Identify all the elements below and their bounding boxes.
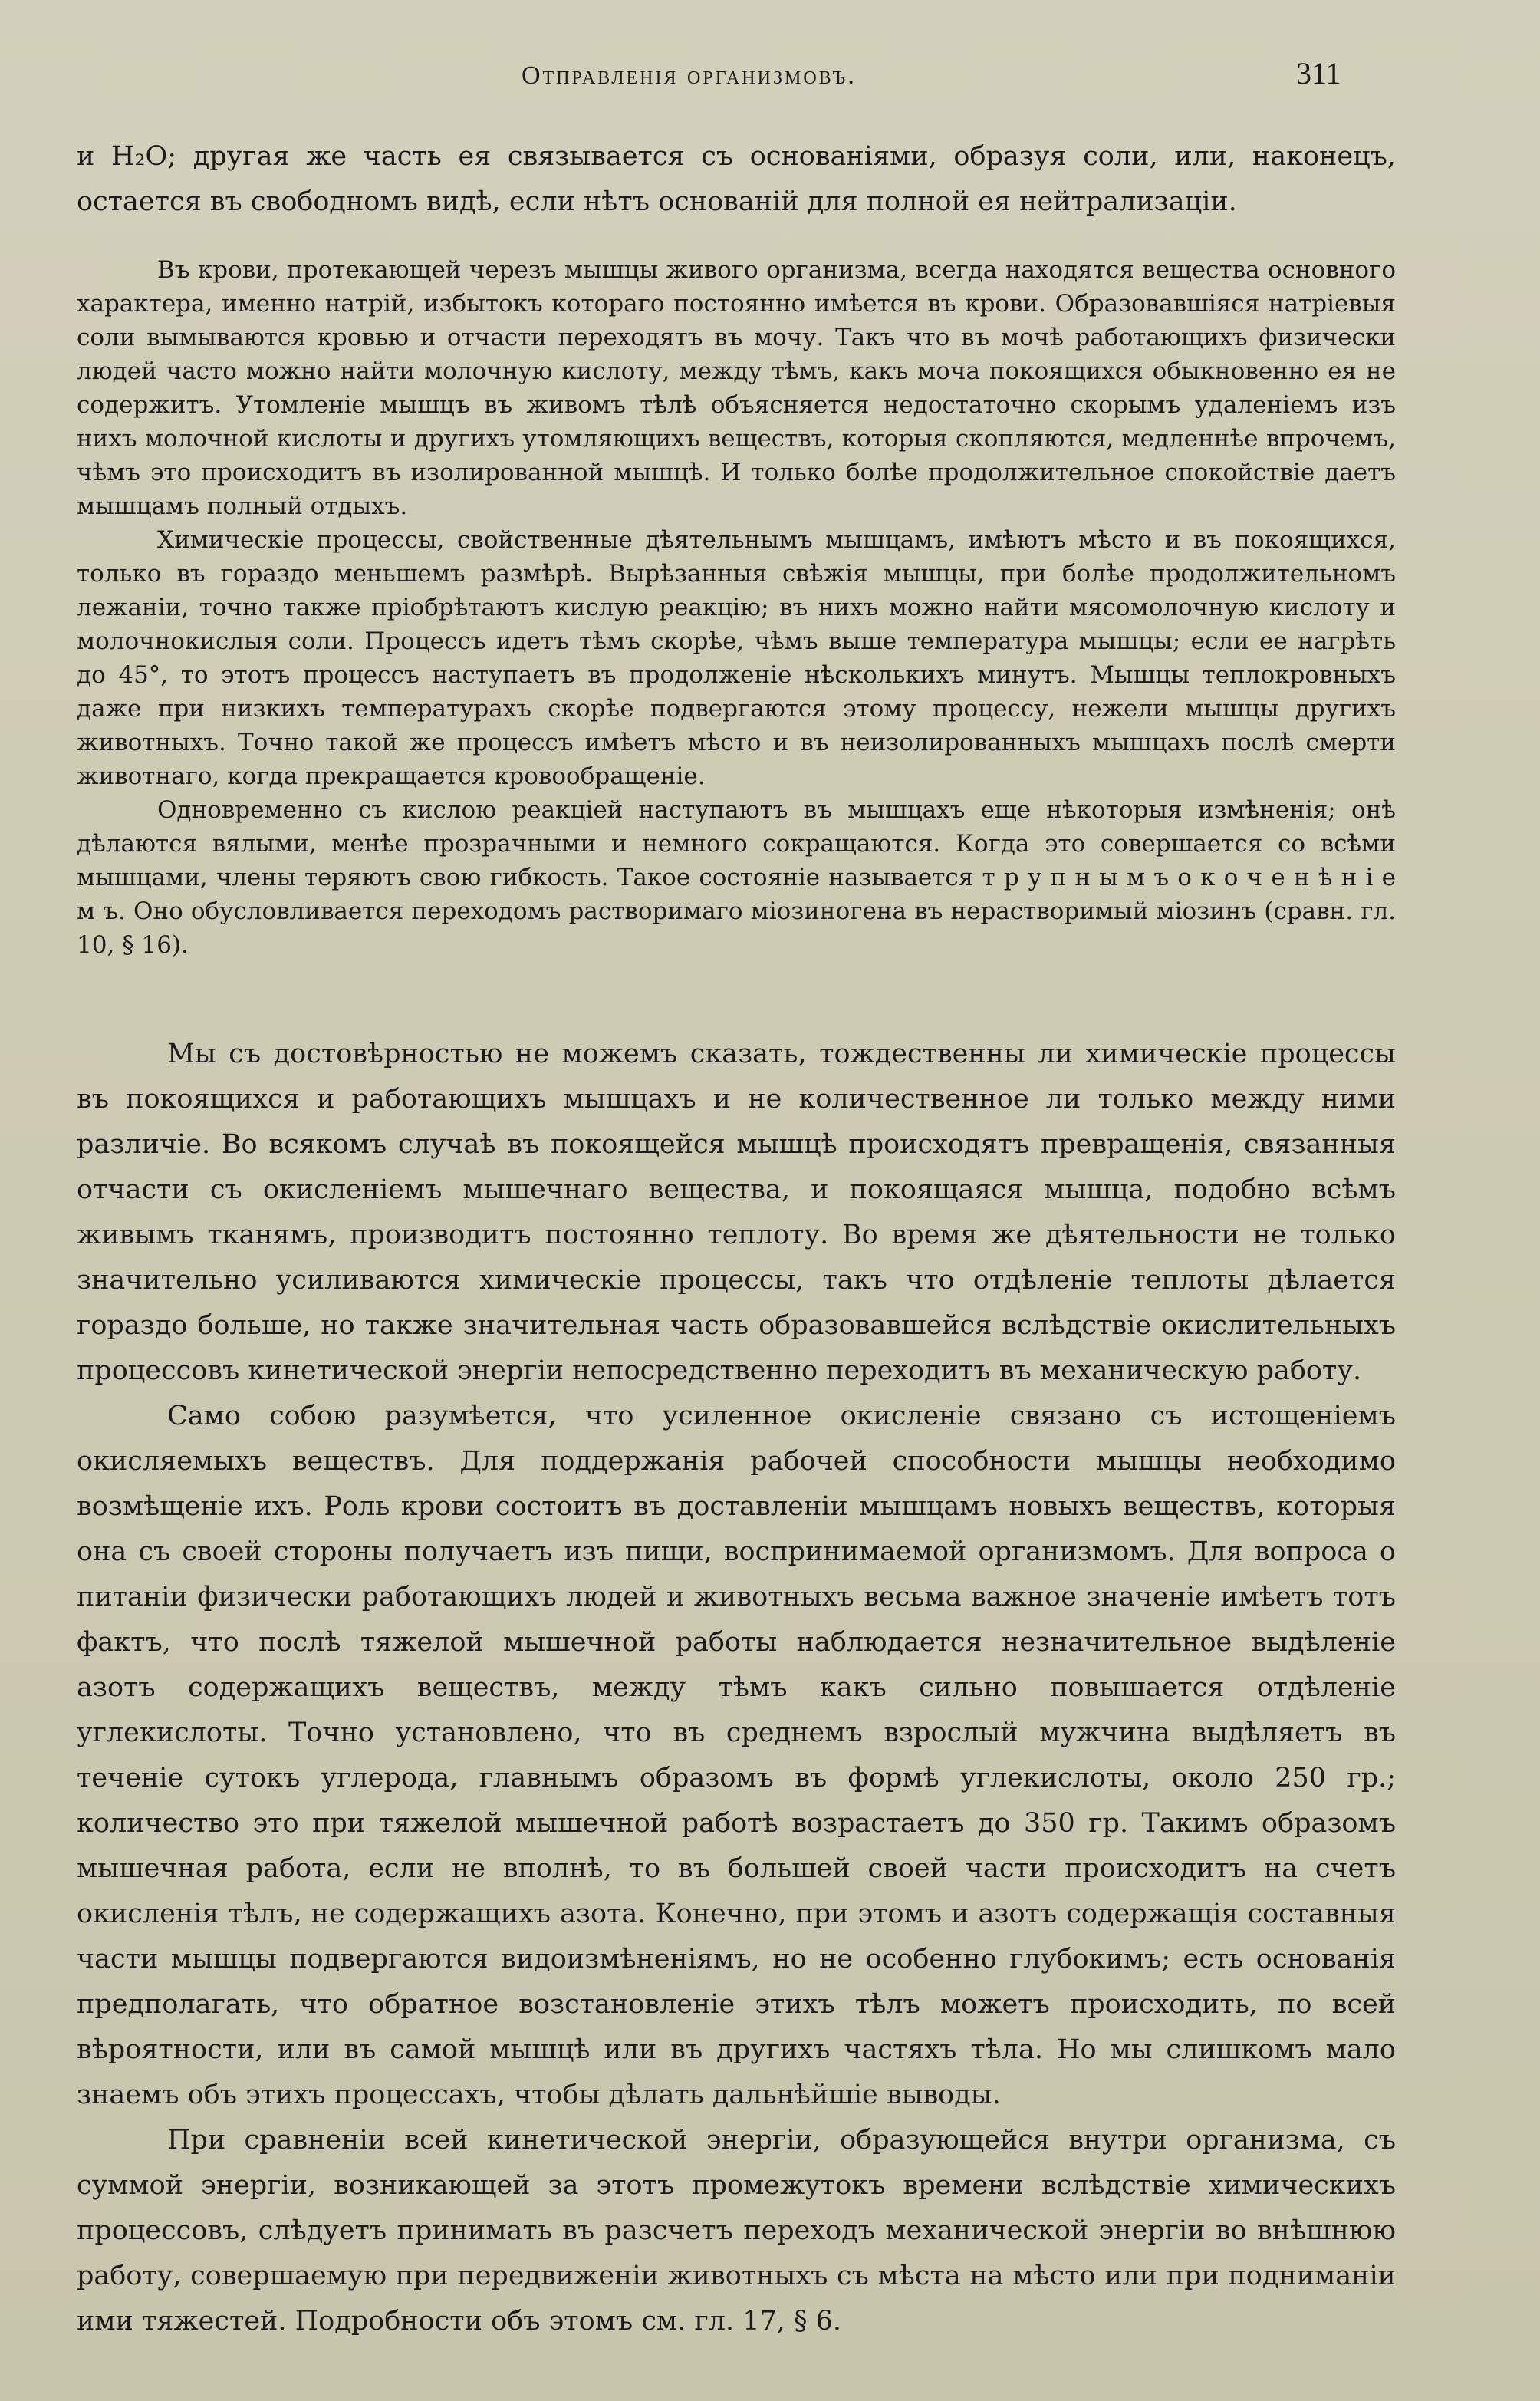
paragraph-small-1: Въ крови, протекающей черезъ мышцы живого организма, всегда находятся вещества основного характера, именно натрій, избытокъ котораго постоянно имѣется въ крови. Образовавшіяся натріевыя соли вымываются кровью и отчасти переходятъ въ мочу. Такъ что въ мочѣ работающихъ физически людей часто можно найти молочную кислоту, между тѣмъ, какъ моча покоящихся обыкновенно ея не содержитъ. Утомленіе мышцъ въ живомъ тѣлѣ объясняется недостаточно скорымъ удаленіемъ изъ нихъ молочной кислоты и другихъ утомляющихъ веществъ, которыя скопляются, медленнѣе впрочемъ, чѣмъ это происходитъ въ изолированной мышцѣ. И только болѣе продолжительное спокойствіе даетъ мышцамъ полный отдыхъ. <box>77 256 1396 520</box>
main-text-section <box>77 1032 1396 2344</box>
intro-text <box>77 134 1396 225</box>
paragraph-small-2: Химическіе процессы, свойственные дѣятельнымъ мышцамъ, имѣютъ мѣсто и въ покоящихся, только въ гораздо меньшемъ размѣрѣ. Вырѣзанныя свѣжія мышцы, при болѣе продолжительномъ лежаніи, точно также пріобрѣтаютъ кислую реакцію; въ нихъ можно найти мясомолочную кислоту и молочнокислыя соли. Процессъ идетъ тѣмъ скорѣе, чѣмъ выше температура мышцы; если ее нагрѣть до 45°, то этотъ процессъ наступаетъ въ продолженіе нѣсколькихъ минутъ. Мышцы теплокровныхъ даже при низкихъ температурахъ скорѣе подвергаются этому процессу, нежели мышцы другихъ животныхъ. Точно такой же процессъ имѣетъ мѣсто и въ неизолированныхъ мышцахъ послѣ смерти животнаго, когда прекращается кровообращеніе. <box>77 526 1396 790</box>
small-print-section <box>77 253 1396 962</box>
running-title: Отправленія организмовъ. <box>522 61 857 90</box>
paragraph-intro: и H₂O; другая же часть ея связывается съ основаніями, образуя соли, или, наконецъ, остается въ свободномъ видѣ, если нѣтъ основаній для полной ея нейтрализаціи. <box>77 141 1396 217</box>
paragraph-main-1: Мы съ достовѣрностью не можемъ сказать, тождественны ли химическіе процессы въ покоящихся и работающихъ мышцахъ и не количественное ли только между ними различіе. Во всякомъ случаѣ въ покоящейся мышцѣ происходятъ превращенія, связанныя отчасти съ окисленіемъ мышечнаго вещества, и покоящаяся мышца, подобно всѣмъ живымъ тканямъ, производитъ постоянно теплоту. Во время же дѣятельности не только значительно усиливаются химическіе процессы, такъ что отдѣленіе теплоты дѣлается гораздо больше, но также значительная часть образовавшейся вслѣдствіе окислительныхъ процессовъ кинетической энергіи непосредственно переходитъ въ механическую работу. <box>77 1039 1396 1386</box>
paragraph-main-3: При сравненіи всей кинетической энергіи, образующейся внутри организма, съ суммой энергіи, возникающей за этотъ промежутокъ времени вслѣдствіе химическихъ процессовъ, слѣдуетъ принимать въ разсчетъ переходъ механической энергіи во внѣшнюю работу, совершаемую при передвиженіи животныхъ съ мѣста на мѣсто или при подниманіи ими тяжестей. Подробности объ этомъ см. гл. 17, § 6. <box>77 2125 1396 2337</box>
paragraph-small-3: Одновременно съ кислою реакціей наступаютъ въ мышцахъ еще нѣкоторыя измѣненія; онѣ дѣлаются вялыми, менѣе прозрачными и немного сокращаются. Когда это совершается со всѣми мышцами, члены теряютъ свою гибкость. Такое состояніе называется т р у п н ы м ъ о к о ч е н ѣ н і е м ъ. Оно обусловливается переходомъ растворимаго міозиногена въ нерастворимый міозинъ (сравн. гл. 10, § 16). <box>77 796 1396 959</box>
paragraph-main-2: Само собою разумѣется, что усиленное окисленіе связано съ истощеніемъ окисляемыхъ веществъ. Для поддержанія рабочей способности мышцы необходимо возмѣщеніе ихъ. Роль крови состоитъ въ доставленіи мышцамъ новыхъ веществъ, которыя она съ своей стороны получаетъ изъ пищи, воспринимаемой организмомъ. Для вопроса о питаніи физически работающихъ людей и животныхъ весьма важное значеніе имѣетъ тотъ фактъ, что послѣ тяжелой мышечной работы наблюдается незначительное выдѣленіе азотъ содержащихъ веществъ, между тѣмъ какъ сильно повышается отдѣленіе углекислоты. Точно установлено, что въ среднемъ взрослый мужчина выдѣляетъ въ теченіе сутокъ углерода, главнымъ образомъ въ формѣ углекислоты, около 250 гр.; количество это при тяжелой мышечной работѣ возрастаетъ до 350 гр. Такимъ образомъ мышечная работа, если не вполнѣ, то въ большей своей части происходитъ на счетъ окисленія тѣлъ, не содержащихъ азота. Конечно, при этомъ и азотъ содержащія составныя части мышцы подвергаются видоизмѣненіямъ, но не особенно глубокимъ; есть основанія предполагать, что обратное возстановленіе этихъ тѣлъ можетъ происходить, по всей вѣроятности, или въ самой мышцѣ или въ другихъ частяхъ тѣла. Но мы слишкомъ мало знаемъ объ этихъ процессахъ, чтобы дѣлать дальнѣйшіе выводы. <box>77 1401 1396 2110</box>
page-number: 311 <box>1296 56 1341 91</box>
